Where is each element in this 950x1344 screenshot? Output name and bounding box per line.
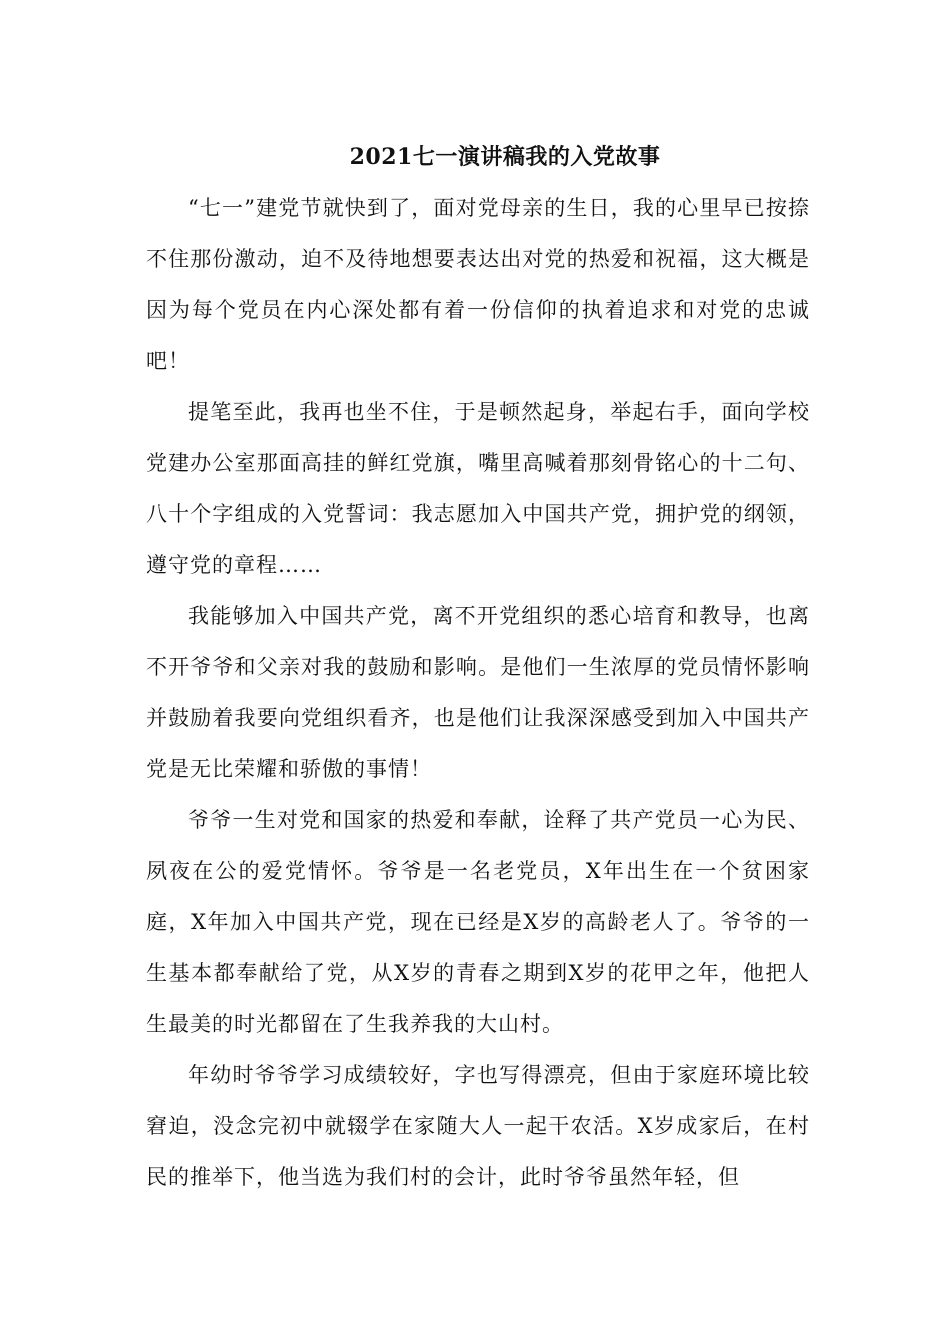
paragraph-5: 年幼时爷爷学习成绩较好，字也写得漂亮，但由于家庭环境比较窘迫，没念完初中就辍学在家随大人一起干农活。X岁成家后，在村民的推举下，他当选为我们村的会计，此时爷爷虽然年轻，但 <box>146 1063 810 1189</box>
paragraph-3: 我能够加入中国共产党，离不开党组织的悉心培育和教导，也离不开爷爷和父亲对我的鼓励和影响。是他们一生浓厚的党员情怀影响并鼓励着我要向党组织看齐，也是他们让我深深感受到加入中国共产党是无比荣耀和骄傲的事情！ <box>146 604 810 781</box>
paragraph-4: 爷爷一生对党和国家的热爱和奉献，诠释了共产党员一心为民、夙夜在公的爱党情怀。爷爷是一名老党员，X年出生在一个贫困家庭，X年加入中国共产党，现在已经是X岁的高龄老人了。爷爷的一生基本都奉献给了党，从X岁的青春之期到X岁的花甲之年，他把人生最美的时光都留在了生我养我的大山村。 <box>146 808 810 1036</box>
paragraph-1: “七一”建党节就快到了，面对党母亲的生日，我的心里早已按捺不住那份激动，迫不及待地想要表达出对党的热爱和祝福，这大概是因为每个党员在内心深处都有着一份信仰的执着追求和对党的忠诚吧！ <box>146 196 810 373</box>
paragraph-2: 提笔至此，我再也坐不住，于是顿然起身，举起右手，面向学校党建办公室那面高挂的鲜红党旗，嘴里高喊着那刻骨铭心的十二句、八十个字组成的入党誓词：我志愿加入中国共产党，拥护党的纲领，遵守党的章程…… <box>146 400 810 577</box>
document-title: 2021七一演讲稿我的入党故事 <box>349 144 661 170</box>
document-body <box>146 183 810 1203</box>
